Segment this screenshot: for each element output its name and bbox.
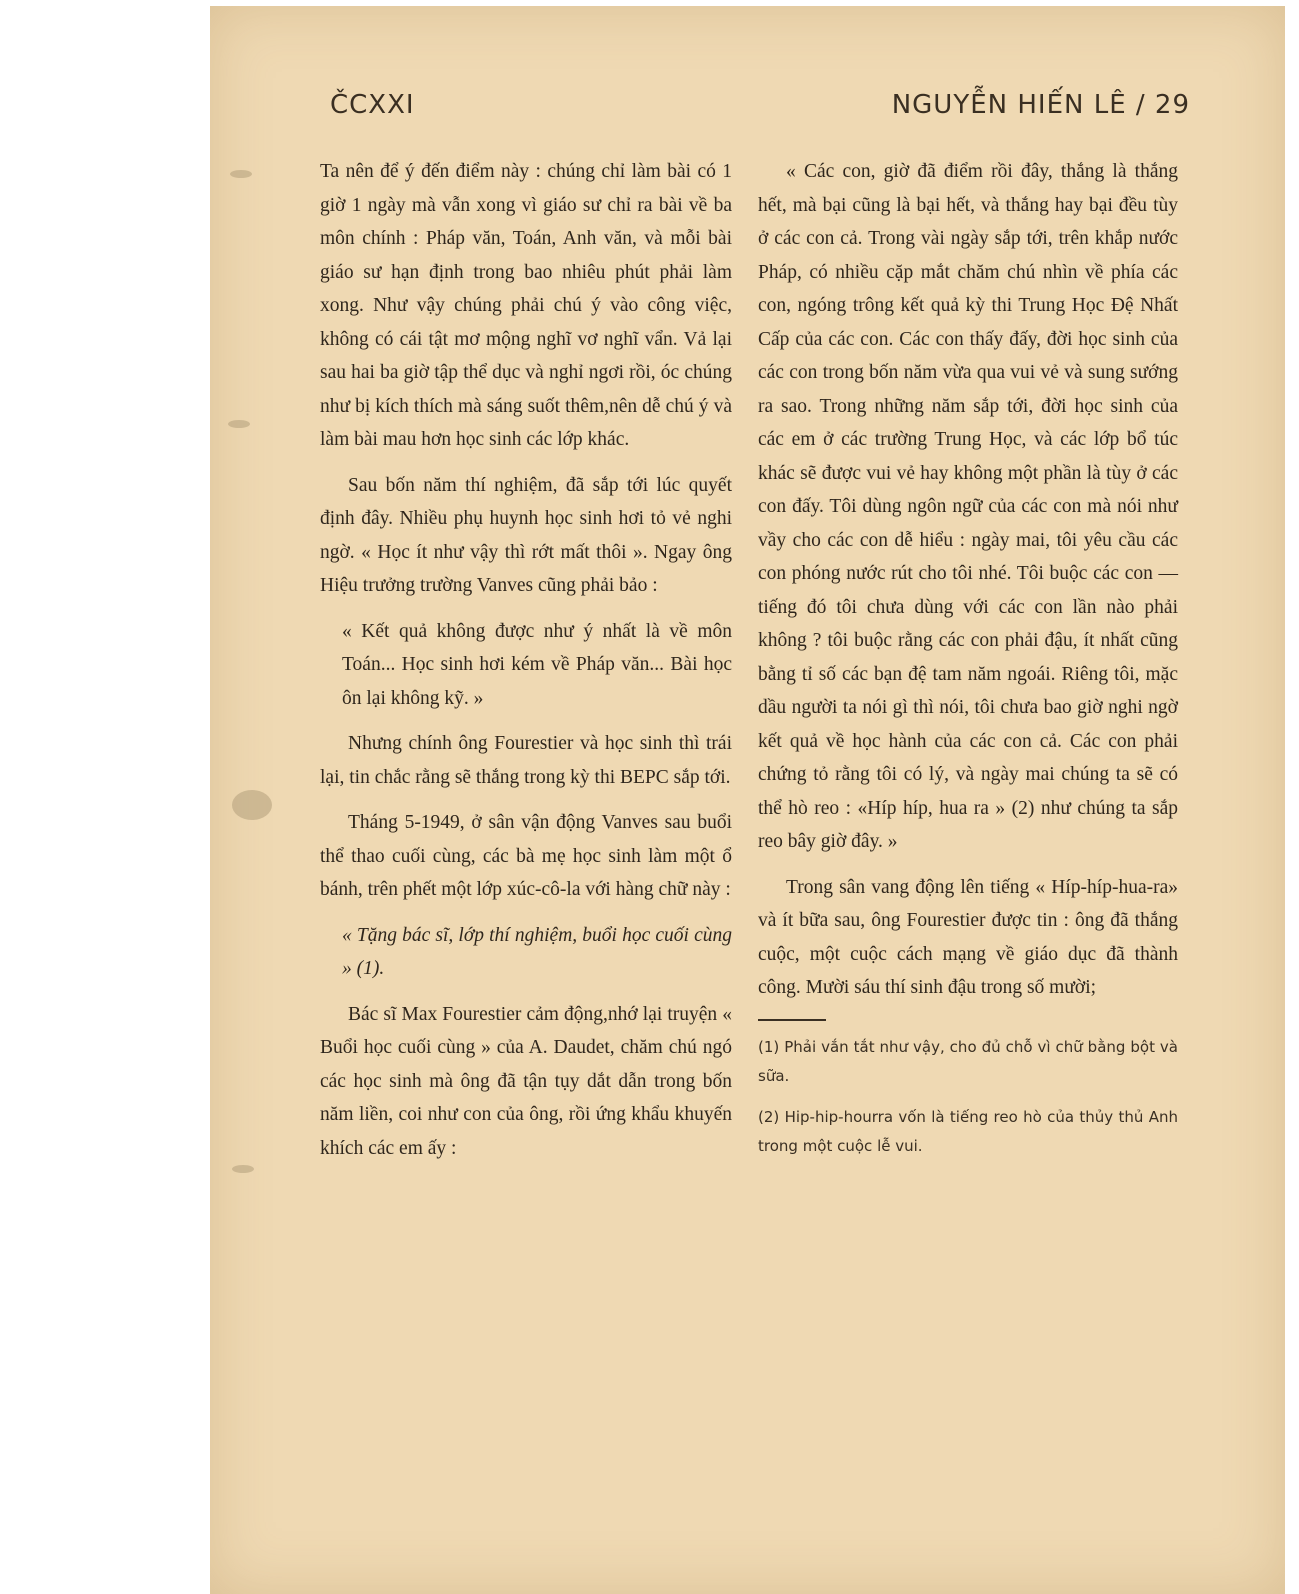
paragraph: Tháng 5-1949, ở sân vận động Vanves sau buổi thể thao cuối cùng, các bà mẹ học sinh làm một ổ bánh, trên phết một lớp xúc-cô-la với hàng chữ này : xyxy=(320,812,732,900)
left-column xyxy=(320,155,732,1177)
footnote: (1) Phải vắn tắt như vậy, cho đủ chỗ vì chữ bằng bột và sữa. xyxy=(758,1037,1178,1085)
quotation: « Kết quả không được như ý nhất là về môn Toán... Học sinh hơi kém về Pháp văn... Bài học ôn lại không kỹ. » xyxy=(342,620,732,709)
paragraph: Trong sân vang động lên tiếng « Híp-híp-hua-ra» và ít bữa sau, ông Fourestier được tin : ông đã thắng cuộc, một cuộc cách mạng về giáo dục đã thành công. Mười sáu thí sinh đậu trong số mười; xyxy=(758,876,1178,998)
paragraph: Sau bốn năm thí nghiệm, đã sắp tới lúc quyết định đây. Nhiều phụ huynh học sinh hơi tỏ vẻ nghi ngờ. « Học ít như vậy thì rớt mất thôi ». Ngay ông Hiệu trưởng trường Vanves cũng phải bảo : xyxy=(320,474,732,596)
right-column xyxy=(758,155,1178,1173)
binding-mark xyxy=(232,1165,254,1173)
footnote: (2) Hip-hip-hourra vốn là tiếng reo hò của thủy thủ Anh trong một cuộc lễ vui. xyxy=(758,1107,1178,1155)
chapter-number: ČCXXI xyxy=(330,90,415,120)
binding-mark xyxy=(228,420,250,428)
binding-mark xyxy=(230,170,252,178)
speech-quotation: « Các con, giờ đã điểm rồi đây, thắng là thắng hết, mà bại cũng là bại hết, và thắng hay bại đều tùy ở các con cả. Trong vài ngày sắp tới, trên khắp nước Pháp, có nhiều cặp mắt chăm chú nhìn về phía các con, ngóng trông kết quả kỳ thi Trung Học Đệ Nhất Cấp của các con. Các con thấy đấy, đời học sinh của các con trong bốn năm vừa qua vui vẻ và sung sướng ra sao. Trong những năm sắp tới, đời học sinh của các em ở các trường Trung Học, và các lớp bổ túc khác sẽ được vui vẻ hay không một phần là tùy ở các con đấy. Tôi dùng ngôn ngữ của các con mà nói như vầy cho các con dễ hiểu : ngày mai, tôi yêu cầu các con phóng nước rút cho tôi nhé. Tôi buộc các con — tiếng đó tôi chưa dùng với các con lần nào phải không ? tôi buộc rằng các con phải đậu, ít nhất cũng bằng tỉ số các bạn đệ tam năm ngoái. Riêng tôi, mặc dầu người ta nói gì thì nói, tôi chưa bao giờ nghi ngờ kết quả về học hành của các con cả. Các con phải chứng tỏ rằng tôi có lý, và ngày mai chúng ta sẽ có thể hò reo : «Híp híp, hua ra » (2) như chúng ta sắp reo bây giờ đây. » xyxy=(758,161,1178,852)
author-page-number: NGUYỄN HIẾN LÊ / 29 xyxy=(891,90,1190,120)
page-header xyxy=(330,90,1190,130)
binding-mark xyxy=(232,790,272,820)
paragraph: Bác sĩ Max Fourestier cảm động,nhớ lại truyện « Buổi học cuối cùng » của A. Daudet, chăm chú ngó các học sinh mà ông đã tận tụy dắt dẫn trong bốn năm liền, coi như con của ông, rồi ứng khẩu khuyến khích các em ấy : xyxy=(320,1003,732,1159)
paragraph: Nhưng chính ông Fourestier và học sinh thì trái lại, tin chắc rằng sẽ thắng trong kỳ thi BEPC sắp tới. xyxy=(320,733,732,788)
cake-inscription: « Tặng bác sĩ, lớp thí nghiệm, buổi học cuối cùng » (1). xyxy=(342,924,732,979)
footnote-rule xyxy=(758,1019,826,1021)
paragraph: Ta nên để ý đến điểm này : chúng chỉ làm bài có 1 giờ 1 ngày mà vẫn xong vì giáo sư chỉ ra bài về ba môn chính : Pháp văn, Toán, Anh văn, và mỗi bài giáo sư hạn định trong bao nhiêu phút phải làm xong. Như vậy chúng phải chú ý vào công việc, không có cái tật mơ mộng nghĩ vơ nghĩ vẩn. Vả lại sau hai ba giờ tập thể dục và nghỉ ngơi rồi, óc chúng như bị kích thích mà sáng suốt thêm,nên dễ chú ý và làm bài mau hơn học sinh các lớp khác. xyxy=(320,161,732,450)
